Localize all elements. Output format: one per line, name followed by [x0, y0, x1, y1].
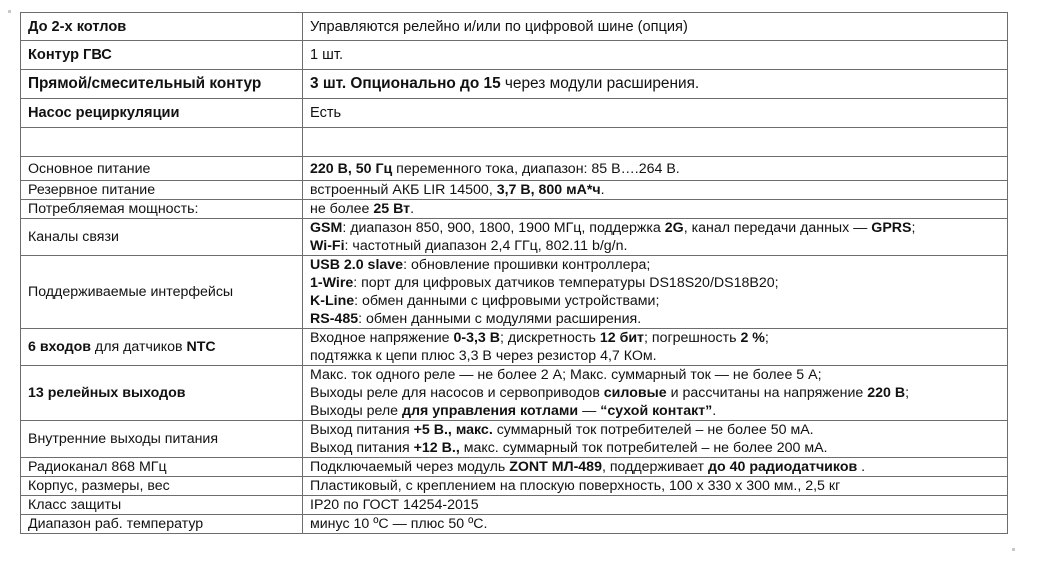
value-segment: .	[857, 459, 866, 475]
value-line	[310, 75, 1000, 93]
value-segment: ;	[905, 385, 910, 401]
row-label-cell	[21, 157, 303, 181]
row-label: Насос рециркуляции	[28, 105, 180, 121]
value-segment: “сухой контакт”	[600, 403, 713, 419]
value-segment: встроенный АКБ LIR 14500,	[310, 182, 497, 198]
value-line	[310, 219, 1000, 237]
corner-mark-top-left	[8, 10, 11, 13]
value-line	[310, 274, 1000, 292]
value-segment: подтяжка к цепи плюс 3,3 В через резистор 4,7 КОм.	[310, 348, 657, 364]
value-segment: 1-Wire	[310, 275, 354, 291]
row-label-cell	[21, 13, 303, 41]
row-value-cell	[303, 41, 1008, 70]
table-row	[21, 256, 1008, 329]
row-label-cell	[21, 70, 303, 99]
value-segment: Есть	[310, 105, 342, 121]
table-row	[21, 200, 1008, 219]
table-row	[21, 515, 1008, 534]
row-value-cell	[303, 329, 1008, 366]
table-row	[21, 128, 1008, 157]
value-segment: 12 бит	[599, 330, 644, 346]
value-segment: ZONT МЛ-489	[509, 459, 602, 475]
value-segment: : диапазон 850, 900, 1800, 1900 МГц, поддержка	[342, 220, 665, 236]
row-value-cell	[303, 181, 1008, 200]
value-segment: 220 В	[867, 385, 906, 401]
table-row	[21, 99, 1008, 128]
value-segment: : обновление прошивки контроллера;	[403, 257, 651, 273]
value-line	[310, 496, 1000, 514]
table-row	[21, 70, 1008, 99]
table-row	[21, 477, 1008, 496]
row-label-cell	[21, 256, 303, 329]
value-segment: RS-485	[310, 311, 359, 327]
value-segment: —	[578, 403, 601, 419]
value-segment: до 40 радиодатчиков	[708, 459, 858, 475]
row-label: Прямой/смесительный контур	[28, 75, 262, 92]
value-segment: Пластиковый, с креплением на плоскую поверхность, 100 х 330 х 300 мм., 2,5 кг	[310, 478, 841, 494]
value-segment: Управляются релейно и/или по цифровой шине (опция)	[310, 18, 688, 35]
value-segment: 220 В, 50 Гц	[310, 160, 393, 177]
row-label-segment: для датчиков	[90, 339, 187, 355]
value-line	[310, 237, 1000, 255]
row-value-cell	[303, 200, 1008, 219]
row-label: Радиоканал 868 МГц	[28, 459, 167, 475]
row-label: До 2-х котлов	[28, 18, 127, 35]
row-label-cell	[21, 421, 303, 458]
table-row	[21, 329, 1008, 366]
value-segment: силовые	[603, 385, 667, 401]
value-segment: .	[600, 182, 605, 198]
row-label-cell	[21, 366, 303, 421]
specifications-table	[20, 12, 1008, 534]
value-line	[310, 46, 1000, 64]
value-segment: : обмен данными с модулями расширения.	[358, 311, 642, 327]
value-line	[310, 160, 1000, 178]
value-segment: Входное напряжение	[310, 330, 454, 346]
value-segment: 0-3,3 В	[453, 330, 500, 346]
value-segment: GSM	[310, 220, 343, 236]
value-segment: Выходы реле для насосов и сервоприводов	[310, 385, 604, 401]
value-line	[310, 347, 1000, 365]
value-segment: , канал передачи данных —	[683, 220, 872, 236]
row-label: Контур ГВС	[28, 47, 112, 63]
row-label-cell	[21, 181, 303, 200]
value-line	[310, 477, 1000, 495]
row-label-cell	[21, 99, 303, 128]
row-value-cell	[303, 256, 1008, 329]
value-line	[310, 421, 1000, 439]
row-value-cell	[303, 157, 1008, 181]
row-value-cell	[303, 477, 1008, 496]
row-label: Корпус, размеры, вес	[28, 478, 170, 494]
value-line	[310, 384, 1000, 402]
value-segment: +12 В.,	[413, 440, 460, 456]
value-segment: , поддерживает	[601, 459, 708, 475]
value-line	[310, 458, 1000, 476]
value-segment: .	[410, 201, 415, 217]
table-row	[21, 496, 1008, 515]
value-line	[310, 292, 1000, 310]
row-label: Каналы связи	[28, 229, 119, 245]
row-value-cell	[303, 128, 1008, 157]
value-segment: ; погрешность	[644, 330, 741, 346]
row-value-cell	[303, 13, 1008, 41]
value-segment: ;	[764, 330, 769, 346]
row-label-cell	[21, 515, 303, 534]
row-label: Основное питание	[28, 160, 151, 177]
value-line	[310, 256, 1000, 274]
value-line	[310, 104, 1000, 122]
row-label: Резервное питание	[28, 182, 156, 198]
row-label-cell	[21, 458, 303, 477]
table-row	[21, 157, 1008, 181]
value-segment: переменного тока, диапазон: 85 В….264 В.	[392, 160, 680, 177]
row-label: Внутренние выходы питания	[28, 431, 219, 447]
value-segment: не более	[310, 201, 374, 217]
value-segment: Выходы реле	[310, 403, 403, 419]
value-segment: GPRS	[871, 220, 912, 236]
value-segment: .	[712, 403, 717, 419]
value-line	[310, 310, 1000, 328]
value-line	[310, 200, 1000, 218]
row-value-cell	[303, 496, 1008, 515]
value-line	[310, 515, 1000, 533]
row-label-segment: NTC	[186, 339, 216, 355]
value-segment: через модули расширения.	[500, 75, 700, 92]
value-segment: ; дискретность	[499, 330, 600, 346]
value-segment: 25 Вт	[373, 201, 411, 217]
value-segment: 2G	[664, 220, 684, 236]
row-value-cell	[303, 515, 1008, 534]
row-value-cell	[303, 219, 1008, 256]
value-segment: Wi-Fi	[310, 238, 345, 254]
row-value-cell	[303, 366, 1008, 421]
value-segment: USB 2.0 slave	[310, 257, 404, 273]
value-segment: : частотный диапазон 2,4 ГГц, 802.11 b/g/n.	[344, 238, 628, 254]
row-label-cell	[21, 219, 303, 256]
table-row	[21, 458, 1008, 477]
value-segment: 1 шт.	[310, 47, 343, 63]
value-segment: +5 В., макс.	[413, 422, 493, 438]
value-line	[310, 181, 1000, 199]
row-label-cell	[21, 477, 303, 496]
value-segment: : обмен данными с цифровыми устройствами;	[354, 293, 660, 309]
row-label: Класс защиты	[28, 497, 122, 513]
row-value-cell	[303, 70, 1008, 99]
value-segment: Макс. ток одного реле — не более 2 А; Макс. суммарный ток — не более 5 А;	[310, 367, 822, 383]
value-segment: 3 шт. Опционально до	[310, 75, 484, 92]
row-label-segment: 6 входов	[28, 339, 91, 355]
value-segment: ;	[911, 220, 916, 236]
row-label-cell	[21, 329, 303, 366]
corner-mark-bottom-right	[1012, 548, 1015, 551]
value-line	[310, 366, 1000, 384]
value-line	[310, 402, 1000, 420]
row-value-cell	[303, 458, 1008, 477]
row-label-cell	[21, 128, 303, 157]
value-segment: 2 %	[740, 330, 765, 346]
table-row	[21, 41, 1008, 70]
value-segment: K-Line	[310, 293, 355, 309]
value-segment: суммарный ток потребителей – не более 50 мА.	[492, 422, 814, 438]
value-line	[310, 439, 1000, 457]
table-row	[21, 13, 1008, 41]
table-row	[21, 366, 1008, 421]
row-value-cell	[303, 421, 1008, 458]
row-value-cell	[303, 99, 1008, 128]
table-row	[21, 181, 1008, 200]
value-segment: макс. суммарный ток потребителей – не более 200 мА.	[459, 440, 828, 456]
value-segment: для управления котлами	[402, 403, 579, 419]
value-line	[310, 18, 1000, 36]
row-label: Поддерживаемые интерфейсы	[28, 284, 234, 300]
value-segment: 15	[483, 75, 501, 92]
row-label-cell	[21, 41, 303, 70]
row-label: Диапазон раб. температур	[28, 516, 204, 532]
value-segment: : порт для цифровых датчиков температуры DS18S20/DS18B20;	[353, 275, 779, 291]
row-label-cell	[21, 200, 303, 219]
value-segment: Выход питания	[310, 440, 414, 456]
value-segment: Выход питания	[310, 422, 414, 438]
value-segment: 3,7 В, 800 мА*ч	[496, 182, 601, 198]
table-row	[21, 421, 1008, 458]
row-label-cell	[21, 496, 303, 515]
row-label: Потребляемая мощность:	[28, 201, 199, 217]
value-segment: и рассчитаны на напряжение	[666, 385, 868, 401]
table-row	[21, 219, 1008, 256]
value-segment: IP20 по ГОСТ 14254-2015	[310, 497, 479, 513]
value-line	[310, 329, 1000, 347]
value-segment: Подключаемый через модуль	[310, 459, 510, 475]
specifications-table-body	[21, 13, 1008, 534]
value-segment: минус 10 ºС — плюс 50 ºС.	[310, 516, 488, 532]
row-label: 13 релейных выходов	[28, 385, 186, 401]
